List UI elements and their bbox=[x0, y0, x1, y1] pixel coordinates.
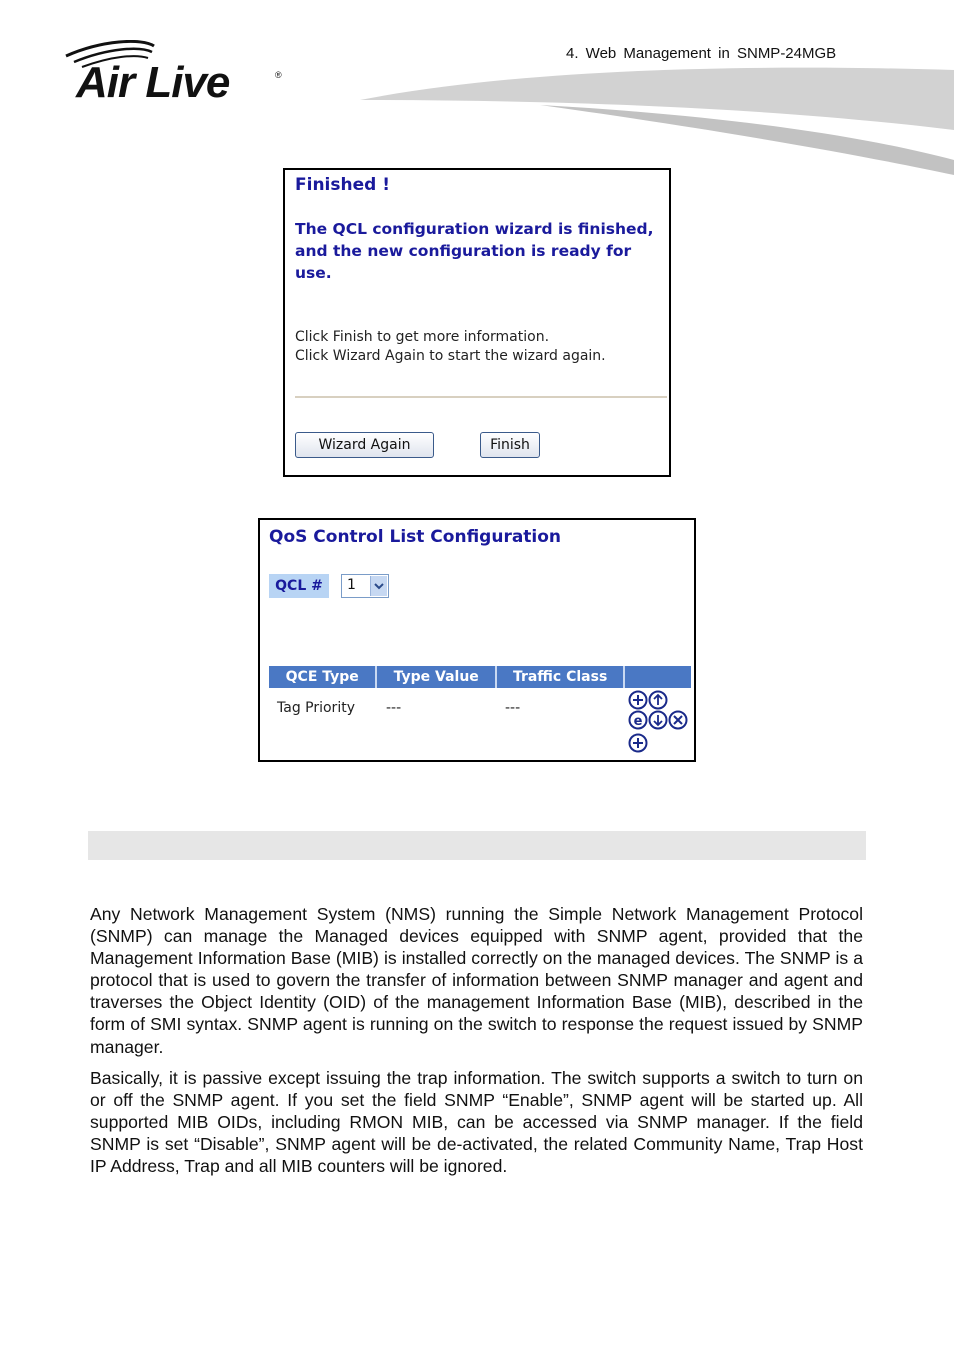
qce-row-class: --- bbox=[505, 700, 521, 716]
finish-button[interactable]: Finish bbox=[480, 432, 540, 458]
column-qce-type: QCE Type bbox=[269, 666, 377, 688]
wizard-info-line1: Click Finish to get more information. bbox=[295, 329, 550, 345]
qos-control-list-panel bbox=[258, 518, 696, 762]
add-qce-icon[interactable] bbox=[630, 735, 647, 752]
section-heading-bar bbox=[88, 831, 866, 860]
move-up-icon[interactable] bbox=[650, 692, 667, 709]
column-type-value: Type Value bbox=[377, 666, 496, 688]
qce-row-type: Tag Priority bbox=[277, 700, 355, 716]
qce-table-header bbox=[269, 666, 691, 688]
wizard-info-line2: Click Wizard Again to start the wizard again. bbox=[295, 348, 606, 364]
qcl-select[interactable] bbox=[341, 574, 389, 598]
qos-title: QoS Control List Configuration bbox=[269, 527, 562, 547]
qce-row-value: --- bbox=[386, 700, 402, 716]
logo-text: Air Live bbox=[76, 58, 230, 107]
wizard-info bbox=[295, 328, 606, 366]
qcl-select-value: 1 bbox=[347, 577, 356, 593]
chevron-down-icon[interactable] bbox=[370, 576, 387, 596]
wizard-finished-panel bbox=[283, 168, 671, 477]
wizard-message-line1: The QCL configuration wizard is finished, bbox=[295, 220, 654, 238]
body-paragraph-2: Basically, it is passive except issuing the trap information. The switch supports a switch to turn on or off the SNMP agent. If you set the field SNMP “Enable”, SNMP agent will be started up. All supported MIB OIDs, including RMON MIB, can be accessed via SNMP manager. If the field SNMP is set “Disable”, SNMP agent will be de-activated, the related Community Name, Trap Host IP Address, Trap and all MIB counters will be ignored. bbox=[90, 1068, 863, 1177]
logo-registered-mark: ® bbox=[275, 70, 282, 80]
wizard-message-line2: and the new configuration is ready for use. bbox=[295, 242, 632, 282]
svg-text:e: e bbox=[633, 714, 643, 729]
wizard-again-button[interactable]: Wizard Again bbox=[295, 432, 434, 458]
wizard-message bbox=[295, 218, 669, 284]
wizard-divider bbox=[295, 396, 667, 398]
insert-qce-icon[interactable] bbox=[630, 692, 647, 709]
move-down-icon[interactable] bbox=[650, 712, 667, 729]
wizard-title: Finished ! bbox=[295, 175, 390, 195]
column-traffic-class: Traffic Class bbox=[497, 666, 625, 688]
qcl-label: QCL # bbox=[269, 574, 329, 598]
qce-row-actions bbox=[626, 688, 692, 758]
column-actions bbox=[625, 666, 691, 688]
body-paragraph-1: Any Network Management System (NMS) running the Simple Network Management Protocol (SNMP) can manage the Managed devices equipped with SNMP agent, provided that the Management Information Base (MIB) is installed correctly on the managed devices. The SNMP is a protocol that is used to govern the transfer of information between SNMP manager and agent and traverses the Object Identity (OID) of the management Information Base (MIB), described in the form of SMI syntax. SNMP agent is running on the switch to response the request issued by SNMP manager. bbox=[90, 904, 863, 1057]
edit-qce-icon[interactable] bbox=[630, 712, 647, 730]
delete-qce-icon[interactable] bbox=[670, 712, 687, 729]
chapter-header: 4. Web Management in SNMP-24MGB bbox=[566, 45, 837, 62]
